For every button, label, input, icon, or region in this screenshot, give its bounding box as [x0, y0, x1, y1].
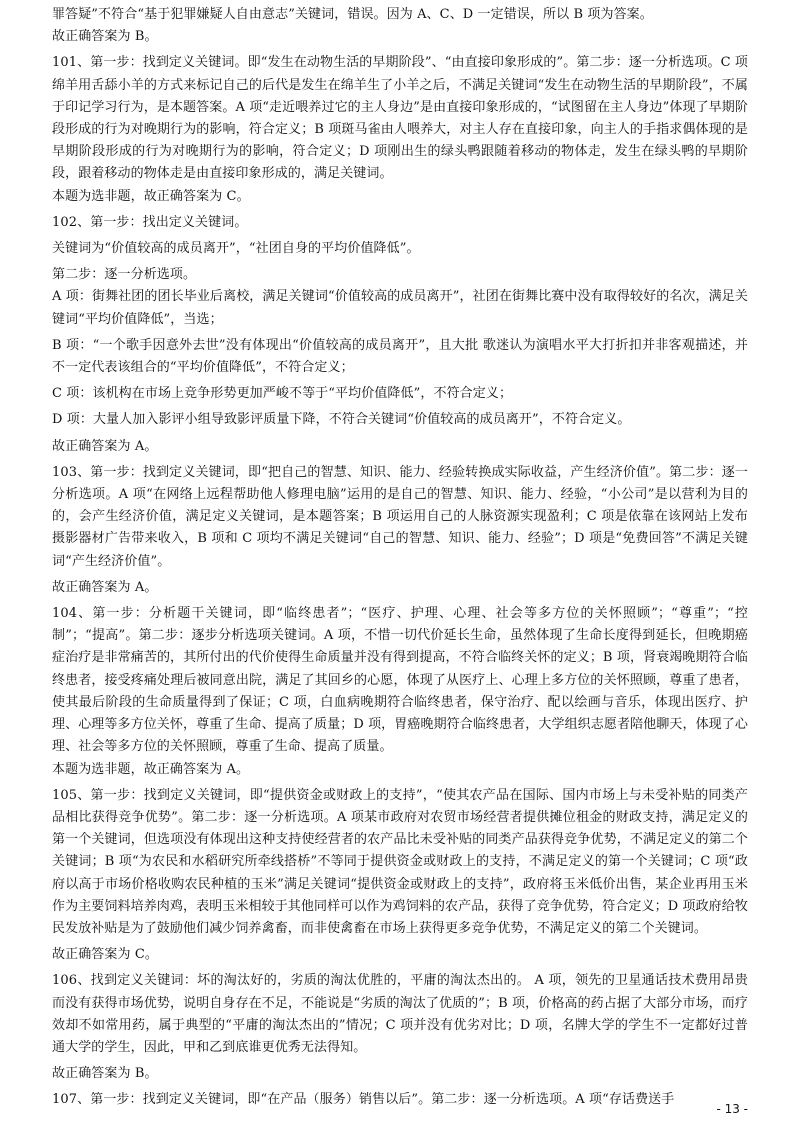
- question-101-explanation: 101、第一步：找到定义关键词。即“发生在动物生活的早期阶段”、“由直接印象形成的”。第二步：逐一分析选项。C 项绵羊用舌舔小羊的方式来标记自己的后代是发生在绵羊生了小羊之后，不满足关键词“发生在动物生活的早期阶段”，不属于印记学习行为，是本题答案。A 项“走近喂养过它的主人身边”是由直接印象形成的，“试图留在主人身边”体现了早期阶段形成的行为对晚期行为的影响，符合定义；B 项斑马雀由人喂养大，对主人存在直接印象，向主人的手指求偶体现的是早期阶段形成的行为对晚期行为的影响，符合定义；D 项刚出生的绿头鸭跟随着移动的物体走，发生在绿头鸭的早期阶段，跟着移动的物体走是由直接印象形成的，满足关键词。: [52, 55, 748, 182]
- answer-line: 故正确答案为 B。: [52, 29, 158, 45]
- question-103-explanation: 103、第一步：找到定义关键词，即“把自己的智慧、知识、能力、经验转换成实际收益，产生经济价值”。第二步：逐一分析选项。A 项“在网络上远程帮助他人修理电脑”运用的是自己的智慧、知识、能力、经验，“小公司”是以营利为目的的，会产生经济价值，满足定义关键词，是本题答案；B 项运用自己的人脉资源实现盈利；C 项是依靠在该网站上发布摄影器材广告带来收入，B 项和 C 项均不满足关键词“自己的智慧、知识、能力、经验”；D 项是“免费回答”不满足关键词“产生经济价值”。: [52, 464, 748, 569]
- page-number: - 13 -: [716, 1102, 748, 1116]
- option-b: B 项：“一个歌手因意外去世”没有体现出“价值较高的成员离开”，且大批 歌迷认为演唱水平大打折扣并非客观描述，并不一定代表该组合的“平均价值降低”，不符合定义；: [52, 337, 748, 376]
- question-104-explanation: 104、第一步：分析题干关键词，即“临终患者”；“医疗、护理、心理、社会等多方位的关怀照顾”；“尊重”；“控制”；“提高”。第二步：逐步分析选项关键词。A 项，不惜一切代价延长生命，虽然体现了生命长度得到延长，但晚期癌症治疗是非常痛苦的，其所付出的代价使得生命质量并没有得到提高，不符合临终关怀的定义；B 项，肾衰竭晚期符合临终患者，接受疼痛处理后被同意出院，满足了其回乡的心愿，体现了从医疗上、心理上多方位的关怀照顾，尊重了患者，使其最后阶段的生命质量得到了保证；C 项，白血病晚期符合临终患者，保守治疗、配以绘画与音乐，体现出医疗、护理、心理等多方位关怀，尊重了生命、提高了质量；D 项，胃癌晚期符合临终患者，大学组织志愿者陪他聊天，体现了心理、社会等多方位的关怀照顾，尊重了生命、提高了质量。: [52, 606, 748, 755]
- answer-line: 故正确答案为 B。: [52, 1066, 158, 1082]
- question-107-explanation: 107、第一步：找到定义关键词，即“在产品（服务）销售以后”。第二步：逐一分析选项。A 项“存话费送手: [52, 1092, 675, 1108]
- question-102-step2: 第二步：逐一分析选项。: [52, 267, 197, 283]
- document-body: [52, 4, 748, 1112]
- answer-line: 本题为选非题，故正确答案为 A。: [52, 761, 250, 777]
- option-d: D 项：大量人加入影评小组导致影评质量下降，不符合关键词“价值较高的成员离开”，不符合定义。: [52, 412, 631, 428]
- question-102-step1: 102、第一步：找出定义关键词。: [52, 214, 248, 230]
- answer-line: 本题为选非题，故正确答案为 C。: [52, 188, 250, 204]
- answer-line: 故正确答案为 A。: [52, 579, 158, 595]
- option-c: C 项：该机构在市场上竞争形势更加严峻不等于“平均价值降低”，不符合定义；: [52, 386, 513, 402]
- answer-line: 故正确答案为 A。: [52, 438, 158, 454]
- paragraph-continuation: 罪答疑”不符合“基于犯罪嫌疑人自由意志”关键词，错误。因为 A、C、D 一定错误，所以 B 项为答案。: [52, 7, 653, 22]
- answer-line: 故正确答案为 C。: [52, 947, 158, 963]
- question-102-keywords: 关键词为“价值较高的成员离开”，“社团自身的平均价值降低”。: [52, 241, 420, 257]
- question-105-explanation: 105、第一步：找到定义关键词，即“提供资金或财政上的支持”，“使其农产品在国际、国内市场上与未受补贴的同类产品相比获得竞争优势”。第二步：逐一分析选项。A 项某市政府对农贸市场经营者提供摊位租金的财政支持，满足定义的第一个关键词，但选项没有体现出这种支持使经营者的农产品比未受补贴的同类产品获得竞争优势，不满足定义的第二个关键词；B 项“为农民和水稻研究所牵线搭桥”不等同于提供资金或财政上的支持，不满足定义的第一个关键词；C 项“政府以高于市场价格收购农民种植的玉米”满足关键词“提供资金或财政上的支持”，政府将玉米低价出售，某企业再用玉米作为主要饲料培养肉鸡，表明玉米相较于其他同样可以作为鸡饲料的农产品，获得了竞争优势，符合定义；D 项政府给牧民发放补贴是为了鼓励他们减少饲养禽畜，而非使禽畜在市场上获得更多竞争优势，不满足定义的第二个关键词。: [52, 787, 748, 936]
- option-a: A 项：街舞社团的团长毕业后离校，满足关键词“价值较高的成员离开”，社团在街舞比赛中没有取得较好的名次，满足关键词“平均价值降低”，当选；: [52, 289, 748, 327]
- question-106-explanation: 106、找到定义关键词：坏的淘汰好的，劣质的淘汰优胜的，平庸的淘汰杰出的。 A 项，领先的卫星通话技术费用昂贵而没有获得市场优势，说明自身存在不足，不能说是“劣质的淘汰了优质的”；B 项，价格高的药占据了大部分市场，而疗效却不如常用药，属于典型的“平庸的淘汰杰出的”情况；C 项并没有优劣对比；D 项，名牌大学的学生不一定都好过普通大学的学生，因此，甲和乙到底谁更优秀无法得知。: [52, 973, 748, 1055]
